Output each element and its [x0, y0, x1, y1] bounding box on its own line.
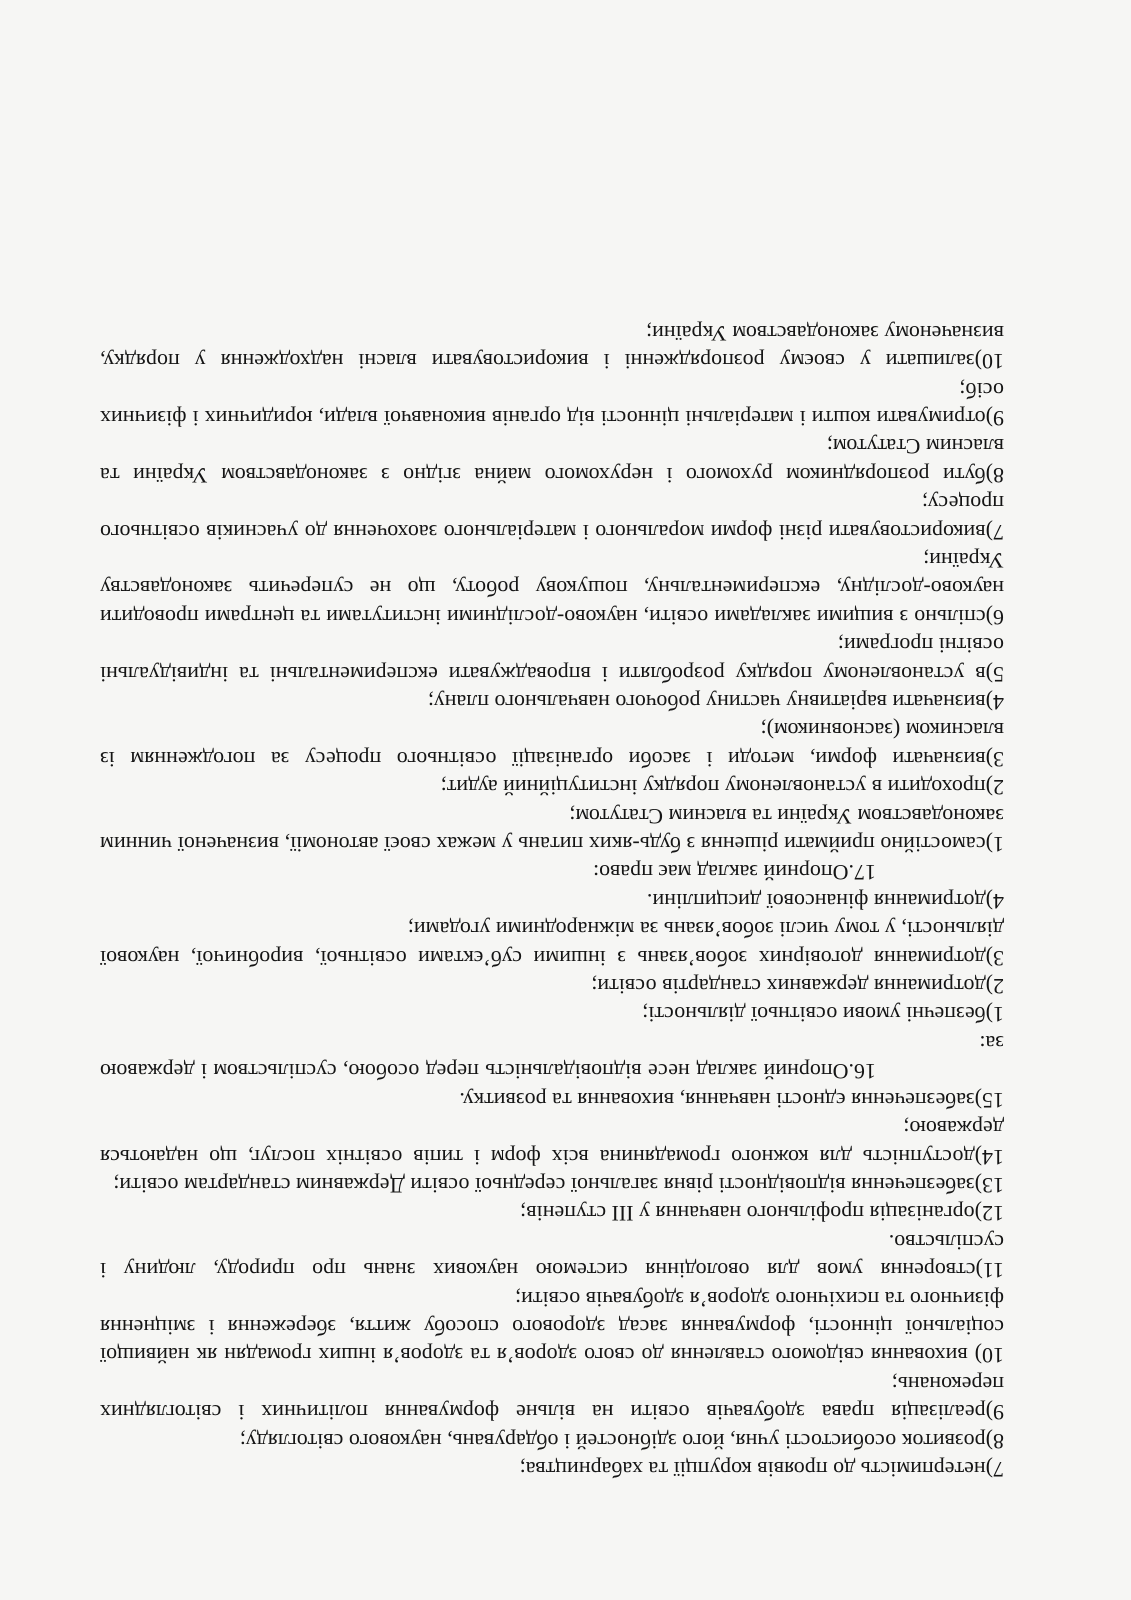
document-body	[100, 318, 1004, 1483]
paragraph: 3)визначати форми, методи і засоби організації освітнього процесу за погодженням із власником (засновником);	[100, 718, 1004, 772]
paragraph: 9)отримувати кошти і матеріальні цінності від органів виконавчої влади, юридичних і фізичних осіб;	[100, 377, 1004, 431]
paragraph: 1)самостійно приймати рішення з будь-яких питань у межах своєї автономії, визначеної чинним законодавством України та власним Статутом;	[100, 803, 1004, 858]
paragraph: 14)доступність для кожного громадянина всіх форм і типів освітніх послуг, що надаються державою;	[100, 1116, 1004, 1170]
paragraph: 10)залишати у своєму розпорядженні і використовувати власні надходження у порядку, визначеному законодавством України;	[100, 320, 1004, 375]
paragraph: 5)в установленому порядку розробляти і впроваджувати експериментальні та індивідуальні освітні програми;	[100, 633, 1004, 687]
paragraph: 7)нетерпимість до проявів корупції та хабарництва;	[519, 1457, 1004, 1482]
paragraph: 2)проходити в установленому порядку інституційний аудит;	[440, 775, 1004, 801]
paragraph: 12)організація профільного навчання у ІІІ ступенів;	[520, 1201, 1004, 1227]
paragraph: 9)реалізація права здобувачів освіти на вільне формування політичних і світоглядних переконань;	[100, 1371, 1004, 1426]
paragraph: 13)забезпечення відповідності рівня загальної середньої освіти Державним стандартам освіти;	[113, 1172, 1004, 1198]
paragraph: 10) виховання свідомого ставлення до свого здоров’я та здоров’я інших громадян як найвищої соціальної цінності, формування засад здорового способу життя, збереження і зміцнення фізичного та психічного здоров’я здобувачів освіти;	[100, 1286, 1004, 1369]
paragraph: 4)дотримання фінансової дисципліни.	[646, 888, 1004, 914]
paragraph: 16.Опорний заклад несе відповідальність перед особою, суспільством і державою за:	[100, 1030, 1004, 1085]
paragraph: 15)забезпечення єдності навчання, виховання та розвитку.	[459, 1087, 1004, 1113]
paragraph: 11)створення умов для оволодіння системою наукових знань про природу, людину і суспільство.	[100, 1229, 1004, 1284]
paragraph: 4)визначати варіативну частину робочого навчального плану;	[427, 690, 1004, 716]
paragraph: 8)бути розпорядником рухомого і нерухомого майна згідно з законодавством України та власним Статутом;	[100, 434, 1004, 488]
paragraph: 3)дотримання договірних зобов’язань з іншими суб’єктами освітньої, виробничої, наукової діяльності, у тому числі зобов’язань за міжнародними угодами;	[100, 917, 1004, 971]
paragraph: 6)спільно з вищими закладами освіти, науково-дослідними інститутами та центрами проводити науково-дослідну, експериментальну, пошукову роботу, що не суперечить законодавству України;	[100, 548, 1004, 630]
paragraph: 7)використовувати різні форми морального і матеріального заохочення до учасників освітнього процесу;	[100, 491, 1004, 545]
paragraph: 17.Опорний заклад має право:	[593, 860, 876, 886]
paragraph: 1)безпечні умови освітньої діяльності;	[642, 1002, 1004, 1028]
paragraph: 2)дотримання державних стандартів освіти;	[591, 974, 1004, 1000]
paragraph: 8)розвиток особистості учня, його здібностей і обдарувань, наукового світогляду;	[239, 1428, 1004, 1454]
